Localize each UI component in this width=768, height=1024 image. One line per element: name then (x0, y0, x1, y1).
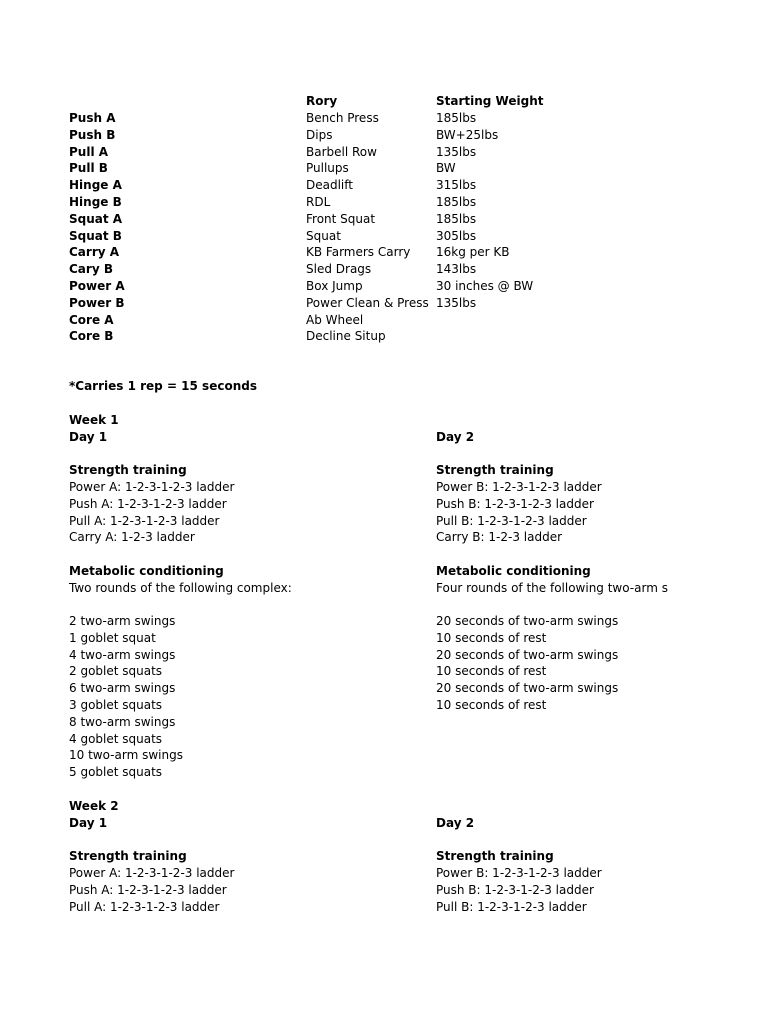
metabolic-line: 1 goblet squat (69, 631, 156, 645)
week2-day1-strength-title: Strength training (69, 849, 187, 863)
exercise-name: Box Jump (306, 279, 363, 293)
exercise-slot: Core B (69, 329, 114, 343)
exercise-weight: 315lbs (436, 178, 477, 192)
exercise-name: RDL (306, 195, 331, 209)
exercise-name: Ab Wheel (306, 313, 364, 327)
week1-day1-metabolic-title: Metabolic conditioning (69, 564, 224, 578)
exercise-weight: 135lbs (436, 145, 477, 159)
metabolic-line: 3 goblet squats (69, 698, 163, 712)
week1-day1-title: Day 1 (69, 430, 108, 444)
metabolic-line: 4 two-arm swings (69, 648, 176, 662)
exercise-name: Sled Drags (306, 262, 372, 276)
exercise-weight: 143lbs (436, 262, 477, 276)
exercise-weight: BW+25lbs (436, 128, 499, 142)
metabolic-line: 10 seconds of rest (436, 698, 547, 712)
exercise-weight: BW (436, 161, 456, 175)
strength-line: Power B: 1-2-3-1-2-3 ladder (436, 480, 602, 494)
exercise-name: Bench Press (306, 111, 379, 125)
week1-day1-metabolic-intro: Two rounds of the following complex: (69, 581, 292, 595)
week2-day2-strength-title: Strength training (436, 849, 554, 863)
exercise-weight: 30 inches @ BW (436, 279, 534, 293)
exercise-slot: Pull B (69, 161, 108, 175)
week1-title: Week 1 (69, 413, 119, 427)
exercise-slot: Squat A (69, 212, 123, 226)
exercise-slot: Power A (69, 279, 125, 293)
metabolic-line: 6 two-arm swings (69, 681, 176, 695)
strength-line: Carry B: 1-2-3 ladder (436, 530, 563, 544)
metabolic-line: 8 two-arm swings (69, 715, 176, 729)
strength-line: Pull A: 1-2-3-1-2-3 ladder (69, 514, 220, 528)
week1-day2-metabolic-title: Metabolic conditioning (436, 564, 591, 578)
week1-day1-strength-title: Strength training (69, 463, 187, 477)
exercise-weight: 185lbs (436, 111, 477, 125)
starting-weight-header: Starting Weight (436, 94, 544, 108)
exercise-name: Barbell Row (306, 145, 377, 159)
metabolic-line: 20 seconds of two-arm swings (436, 648, 619, 662)
strength-line: Pull B: 1-2-3-1-2-3 ladder (436, 900, 587, 914)
exercise-name: Squat (306, 229, 341, 243)
exercise-slot: Cary B (69, 262, 113, 276)
exercise-name: Dips (306, 128, 333, 142)
week1-day2-title: Day 2 (436, 430, 475, 444)
strength-line: Power B: 1-2-3-1-2-3 ladder (436, 866, 602, 880)
exercise-slot: Hinge B (69, 195, 122, 209)
metabolic-line: 10 seconds of rest (436, 631, 547, 645)
strength-line: Push B: 1-2-3-1-2-3 ladder (436, 883, 594, 897)
week1-day2-metabolic-intro: Four rounds of the following two-arm s (436, 581, 668, 595)
exercise-name: Deadlift (306, 178, 353, 192)
week2-day2-title: Day 2 (436, 816, 475, 830)
exercise-slot: Push A (69, 111, 116, 125)
exercise-weight: 185lbs (436, 195, 477, 209)
metabolic-line: 20 seconds of two-arm swings (436, 681, 619, 695)
exercise-slot: Carry A (69, 245, 120, 259)
athlete-name-header: Rory (306, 94, 338, 108)
strength-line: Push A: 1-2-3-1-2-3 ladder (69, 883, 227, 897)
exercise-name: Power Clean & Press (306, 296, 429, 310)
exercise-slot: Squat B (69, 229, 122, 243)
strength-line: Pull A: 1-2-3-1-2-3 ladder (69, 900, 220, 914)
strength-line: Push A: 1-2-3-1-2-3 ladder (69, 497, 227, 511)
strength-line: Carry A: 1-2-3 ladder (69, 530, 195, 544)
week1-day2-strength-title: Strength training (436, 463, 554, 477)
metabolic-line: 2 goblet squats (69, 664, 163, 678)
carries-note: *Carries 1 rep = 15 seconds (69, 379, 257, 393)
metabolic-line: 5 goblet squats (69, 765, 163, 779)
week2-day1-title: Day 1 (69, 816, 108, 830)
metabolic-line: 2 two-arm swings (69, 614, 176, 628)
exercise-weight: 305lbs (436, 229, 477, 243)
exercise-slot: Pull A (69, 145, 109, 159)
metabolic-line: 10 two-arm swings (69, 748, 183, 762)
week2-title: Week 2 (69, 799, 119, 813)
exercise-slot: Push B (69, 128, 116, 142)
strength-line: Push B: 1-2-3-1-2-3 ladder (436, 497, 594, 511)
exercise-slot: Power B (69, 296, 125, 310)
exercise-weight: 185lbs (436, 212, 477, 226)
exercise-name: Pullups (306, 161, 349, 175)
exercise-name: Decline Situp (306, 329, 386, 343)
exercise-slot: Hinge A (69, 178, 122, 192)
exercise-name: Front Squat (306, 212, 376, 226)
exercise-name: KB Farmers Carry (306, 245, 411, 259)
metabolic-line: 4 goblet squats (69, 732, 163, 746)
metabolic-line: 20 seconds of two-arm swings (436, 614, 619, 628)
exercise-weight: 16kg per KB (436, 245, 510, 259)
exercise-weight: 135lbs (436, 296, 477, 310)
strength-line: Pull B: 1-2-3-1-2-3 ladder (436, 514, 587, 528)
strength-line: Power A: 1-2-3-1-2-3 ladder (69, 866, 235, 880)
metabolic-line: 10 seconds of rest (436, 664, 547, 678)
exercise-slot: Core A (69, 313, 114, 327)
strength-line: Power A: 1-2-3-1-2-3 ladder (69, 480, 235, 494)
